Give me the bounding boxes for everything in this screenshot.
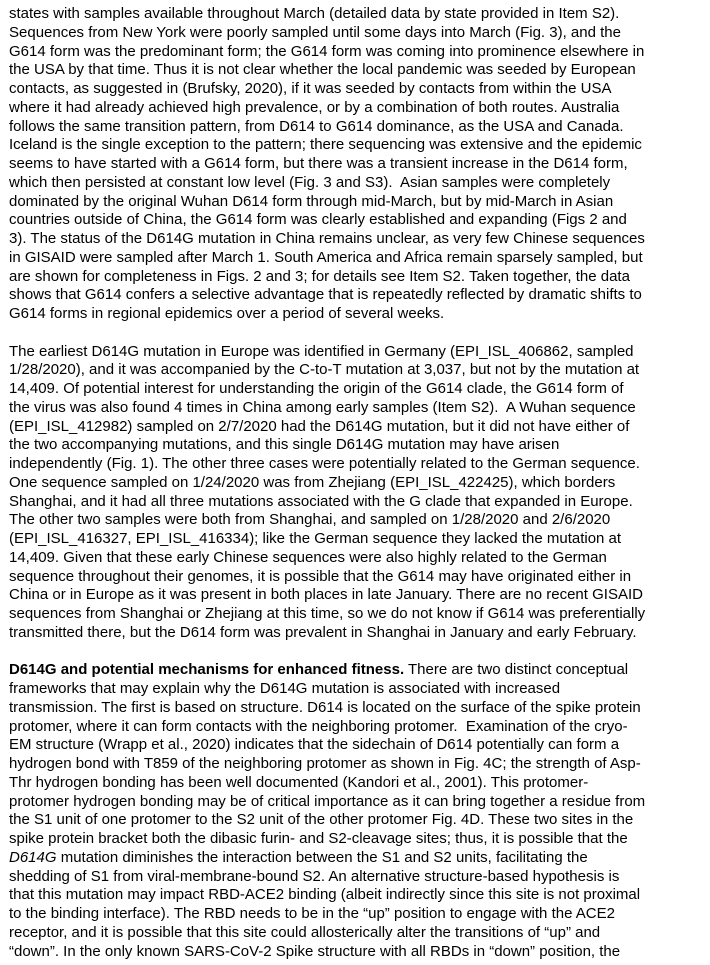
text-line (9, 718, 706, 737)
body-text: The other two samples were both from Shanghai, and sampled on 1/28/2020 and 2/6/2020 (9, 511, 611, 529)
text-line (9, 586, 706, 605)
body-text: Thr hydrogen bonding has been well documented (Kandori et al., 2001). This protomer- (9, 773, 589, 791)
body-text: The earliest D614G mutation in Europe was identified in Germany (EPI_ISL_406862, sampled (9, 342, 634, 360)
text-line (9, 155, 706, 174)
text-line (9, 80, 706, 99)
text-line (9, 493, 706, 512)
text-line (9, 661, 706, 680)
body-text: transmission. The first is based on structure. D614 is located on the surface of the spike protein (9, 698, 641, 716)
body-text: 14,409. Given that these early Chinese sequences were also highly related to the German (9, 548, 607, 566)
text-line (9, 793, 706, 812)
body-text: states with samples available throughout March (detailed data by state provided in Item S2). (9, 5, 620, 22)
text-line (9, 418, 706, 437)
body-text: receptor, and it is possible that this site could allosterically alter the transitions of “up” and (9, 923, 601, 941)
text-line (9, 343, 706, 362)
text-line (9, 380, 706, 399)
paragraph-regional-epidemics (9, 5, 706, 324)
body-text: dominated by the original Wuhan D614 form through mid-March, but by mid-March in Asian (9, 192, 614, 210)
section-heading: D614G and potential mechanisms for enhanced fitness. (9, 661, 405, 679)
text-line (9, 924, 706, 943)
text-line (9, 830, 706, 849)
text-line (9, 605, 706, 624)
text-line (9, 43, 706, 62)
body-text: the two accompanying mutations, and this single D614G mutation may have arisen (9, 436, 560, 454)
body-text: Sequences from New York were poorly sampled until some days into March (Fig. 3), and the (9, 23, 621, 41)
body-text: that this mutation may impact RBD-ACE2 binding (albeit indirectly since this site is not proximal (9, 886, 641, 904)
text-line (9, 905, 706, 924)
text-line (9, 624, 706, 643)
body-text: contacts, as suggested in (Brufsky, 2020), if it was seeded by contacts from within the USA (9, 80, 612, 97)
emphasized-text: D614G (9, 848, 57, 866)
text-line (9, 399, 706, 418)
text-line (9, 755, 706, 774)
text-line (9, 249, 706, 268)
text-line (9, 474, 706, 493)
paragraph-earliest-d614g-europe (9, 343, 706, 643)
body-text: spike protein bracket both the dibasic furin- and S2-cleavage sites; thus, it is possible that the (9, 830, 628, 847)
body-text: mutation diminishes the interaction between the S1 and S2 units, facilitating the (56, 848, 588, 866)
body-text: Shanghai, and it had all three mutations associated with the G clade that expanded in Europe. (9, 492, 633, 510)
text-line (9, 849, 706, 868)
text-line (9, 99, 706, 118)
text-line (9, 680, 706, 699)
text-line (9, 268, 706, 287)
body-text: G614 form was the predominant form; the G614 form was coming into prominence elsewhere in (9, 42, 645, 60)
body-text: countries outside of China, the G614 form was clearly established and expanding (Figs 2 and (9, 211, 627, 229)
body-text: which then persisted at constant low level (Fig. 3 and S3). Asian samples were completely (9, 173, 611, 191)
body-text: the USA by that time. Thus it is not clear whether the local pandemic was seeded by European (9, 61, 636, 79)
text-line (9, 193, 706, 212)
text-line (9, 5, 706, 24)
text-line (9, 136, 706, 155)
paragraph-mechanisms-enhanced-fitness (9, 661, 706, 961)
body-text: independently (Fig. 1). The other three cases were potentially related to the German sequence. (9, 455, 640, 472)
body-text: frameworks that may explain why the D614G mutation is associated with increased (9, 680, 561, 697)
text-line (9, 61, 706, 80)
body-text: hydrogen bond with T859 of the neighboring protomer as shown in Fig. 4C; the strength of Asp- (9, 755, 641, 772)
text-line (9, 736, 706, 755)
text-line (9, 549, 706, 568)
body-text: the S1 unit of one protomer to the S2 unit of the other protomer Fig. 4D. These two sites in the (9, 811, 634, 829)
text-line (9, 286, 706, 305)
body-text: shedding of S1 from viral-membrane-bound S2. An alternative structure-based hypothesis is (9, 867, 620, 885)
body-text: sequence throughout their genomes, it is possible that the G614 may have originated either in (9, 567, 632, 585)
body-text: China or in Europe as it was present in both places in late January. There are no recent GISAID (9, 586, 643, 604)
body-text: protomer, where it can form contacts with the neighboring protomer. Examination of the cryo- (9, 717, 628, 735)
text-line (9, 174, 706, 193)
body-text: sequences from Shanghai or Zhejiang at this time, so we do not know if G614 was preferentially (9, 605, 646, 622)
text-line (9, 305, 706, 324)
text-line (9, 943, 706, 962)
body-text: (EPI_ISL_412982) sampled on 2/7/2020 had the D614G mutation, but it did not have either of (9, 417, 630, 435)
text-line (9, 361, 706, 380)
body-text: protomer hydrogen bonding may be of critical importance as it can bring together a residue from (9, 792, 646, 810)
text-line (9, 568, 706, 587)
body-text: to the binding interface). The RBD needs to be in the “up” position to engage with the ACE2 (9, 905, 615, 922)
body-text: where it had already achieved high prevalence, or by a combination of both routes. Australia (9, 98, 620, 116)
text-line (9, 868, 706, 887)
body-text: shows that G614 confers a selective advantage that is repeatedly reflected by dramatic shifts to (9, 286, 642, 304)
body-text: 3). The status of the D614G mutation in China remains unclear, as very few Chinese sequences (9, 230, 645, 247)
body-text: transmitted there, but the D614 form was prevalent in Shanghai in January and early February. (9, 623, 637, 641)
body-text: (EPI_ISL_416327, EPI_ISL_416334); like the German sequence they lacked the mutation at (9, 530, 622, 547)
text-line (9, 886, 706, 905)
body-text: EM structure (Wrapp et al., 2020) indicates that the sidechain of D614 potentially can form a (9, 736, 620, 754)
text-line (9, 436, 706, 455)
text-line (9, 230, 706, 249)
body-text: “down”. In the only known SARS-CoV-2 Spike structure with all RBDs in “down” position, the (9, 942, 621, 960)
text-line (9, 774, 706, 793)
text-line (9, 24, 706, 43)
body-text: are shown for completeness in Figs. 2 and 3; for details see Item S2. Taken together, the data (9, 267, 630, 285)
body-text: seems to have started with a G614 form, but there was a transient increase in the D614 form, (9, 155, 628, 172)
body-text: One sequence sampled on 1/24/2020 was from Zhejiang (EPI_ISL_422425), which borders (9, 473, 616, 491)
text-line (9, 699, 706, 718)
body-text: 14,409. Of potential interest for understanding the origin of the G614 clade, the G614 form of (9, 380, 624, 397)
text-line (9, 455, 706, 474)
text-line (9, 530, 706, 549)
text-line (9, 118, 706, 137)
body-text: Iceland is the single exception to the pattern; there sequencing was extensive and the epidemic (9, 136, 642, 154)
text-line (9, 511, 706, 530)
body-text: There are two distinct conceptual (404, 661, 629, 679)
text-line (9, 811, 706, 830)
body-text: follows the same transition pattern, from D614 to G614 dominance, as the USA and Canada. (9, 117, 624, 135)
body-text: G614 forms in regional epidemics over a period of several weeks. (9, 305, 445, 322)
text-line (9, 211, 706, 230)
body-text: 1/28/2020), and it was accompanied by the C-to-T mutation at 3,037, but not by the mutation at (9, 361, 640, 379)
body-text: in GISAID were sampled after March 1. South America and Africa remain sparsely sampled, but (9, 248, 643, 266)
body-text: the virus was also found 4 times in China among early samples (Item S2). A Wuhan sequence (9, 398, 636, 416)
